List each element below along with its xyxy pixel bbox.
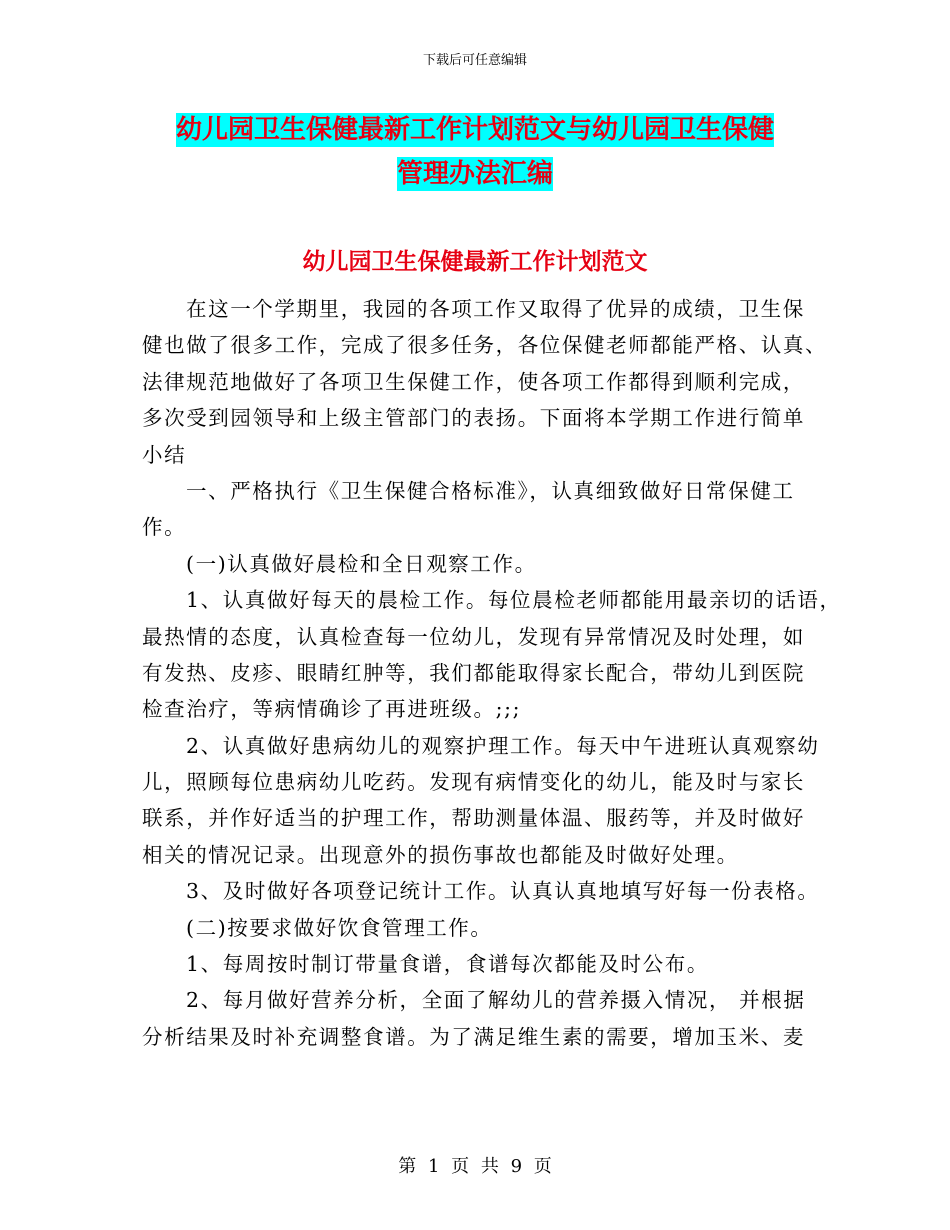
paragraph-line: 最热情的态度，认真检查每一位幼儿，发现有异常情况及时处理，如 [142,624,805,649]
paragraph-line: 相关的情况记录。出现意外的损伤事故也都能及时做好处理。 [142,842,739,867]
paragraph-line: 法律规范地做好了各项卫生保健工作，使各项工作都得到顺利完成， [142,369,805,394]
paragraph-line: 检查治疗，等病情确诊了再进班级。;;; [142,697,522,722]
subheading-line: (二)按要求做好饮食管理工作。 [186,915,493,940]
document-title-line-1 [0,112,950,148]
paragraph-line: 2、每月做好营养分析，全面了解幼儿的营养摄入情况， 并根据 [186,988,806,1013]
title-highlight: 幼儿园卫生保健最新工作计划范文与幼儿园卫生保健 [175,115,774,145]
paragraph-line: 健也做了很多工作，完成了很多任务，各位保健老师都能严格、认真、 [142,333,828,358]
paragraph-line: 2、认真做好患病幼儿的观察护理工作。每天中午进班认真观察幼 [186,733,820,758]
title-highlight: 管理办法汇编 [396,159,553,189]
paragraph-line: 作。 [142,515,187,540]
section-title: 幼儿园卫生保健最新工作计划范文 [302,249,648,275]
header-note: 下载后可任意编辑 [422,53,527,68]
page-number-footer: 第 1 页 共 9 页 [398,1156,552,1177]
paragraph-line: 有发热、皮疹、眼睛红肿等，我们都能取得家长配合，带幼儿到医院 [142,660,805,685]
paragraph-line: 联系，并作好适当的护理工作，帮助测量体温、服药等，并及时做好 [142,806,805,831]
subheading-line: (一)认真做好晨检和全日观察工作。 [186,551,537,576]
paragraph-line: 小结 [142,442,187,467]
paragraph-line: 一、严格执行《卫生保健合格标准》，认真细致做好日常保健工 [186,478,795,503]
paragraph-line: 分析结果及时补充调整食谱。为了满足维生素的需要，增加玉米、麦 [142,1024,805,1049]
paragraph-line: 1、每周按时制订带量食谱，食谱每次都能及时公布。 [186,952,709,977]
paragraph-line: 多次受到园领导和上级主管部门的表扬。下面将本学期工作进行简单 [142,406,805,431]
body-text [142,291,842,1055]
paragraph-line: 1、认真做好每天的晨检工作。每位晨检老师都能用最亲切的话语， [186,588,842,613]
document-title-line-2 [0,156,950,192]
paragraph-line: 3、及时做好各项登记统计工作。认真认真地填写好每一份表格。 [186,879,820,904]
paragraph-line: 在这一个学期里，我园的各项工作又取得了优异的成绩，卫生保 [186,297,805,321]
paragraph-line: 儿，照顾每位患病幼儿吃药。发现有病情变化的幼儿，能及时与家长 [142,770,805,795]
